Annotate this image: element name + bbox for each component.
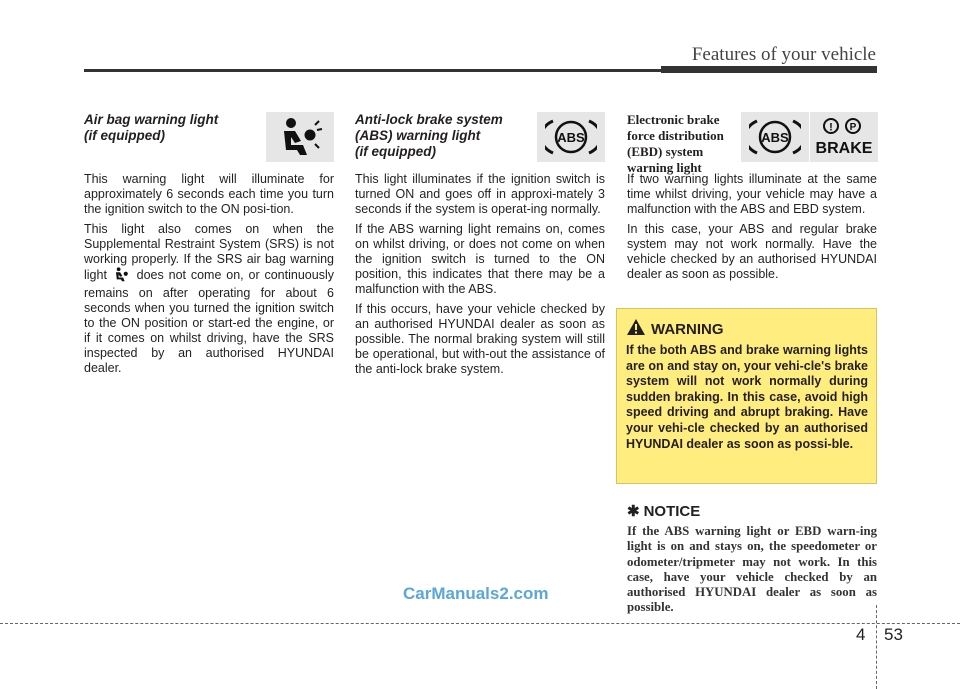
notice-heading	[627, 502, 700, 520]
page-header-title: Features of your vehicle	[691, 44, 876, 65]
ebd-paragraph-1: If two warning lights illuminate at the same time whilst driving, your vehicle may have a malfunction with the ABS and EBD system.	[627, 172, 877, 216]
svg-text:!: !	[829, 121, 833, 134]
abs-section	[355, 112, 605, 382]
abs-heading: Anti-lock brake system (ABS) warning light (if equipped)	[355, 112, 503, 159]
airbag-paragraph-2	[84, 222, 334, 376]
warning-box	[616, 308, 877, 484]
airbag-inline-icon	[112, 267, 132, 286]
abs-paragraph-3: If this occurs, have your vehicle checked by an authorised HYUNDAI dealer as soon as possible. The normal braking system will still be operational, but with-out the assistance of the anti-lock brake system.	[355, 302, 605, 376]
airbag-heading: Air bag warning light (if equipped)	[84, 112, 219, 143]
airbag-section	[84, 112, 334, 381]
watermark-link[interactable]: CarManuals2.com	[403, 584, 549, 603]
abs-warning-icon	[537, 112, 605, 162]
airbag-paragraph-1: This warning light will illuminate for approximately 6 seconds each time you turn the ignition switch to the ON posi-tion.	[84, 172, 334, 216]
ebd-abs-icon	[741, 112, 809, 162]
ebd-brake-icon-text: BRAKE	[815, 140, 873, 157]
notice-star-icon: ✱	[627, 503, 640, 520]
notice-title: NOTICE	[643, 502, 701, 520]
abs-paragraph-1: This light illuminates if the ignition switch is turned ON and goes off in approxi-mately 3 seconds if the system is operat-ing normally.	[355, 172, 605, 216]
chapter-number: 4	[856, 625, 866, 644]
airbag-paragraph-2b: does not come on, or continuously remains on after operating for about 6 seconds when you turned the ignition switch to the ON position or start-ed the engine, or if it comes on whilst driving, have the SRS inspected by an authorised HYUNDAI dealer.	[84, 268, 334, 375]
ebd-brake-icon	[810, 112, 878, 162]
abs-paragraph-2: If the ABS warning light remains on, comes on whilst driving, or does not come on when the ignition switch is turned to the ON position, this indicates that there may be a malfunction with the ABS.	[355, 222, 605, 296]
footer-divider	[876, 605, 877, 689]
header-rule	[84, 69, 661, 72]
abs-icon-text: ABS	[557, 130, 585, 145]
footer-rule	[0, 623, 960, 624]
page-number: 53	[884, 625, 903, 644]
warning-text: If the both ABS and brake warning lights are on and stay on, your vehi-cle's brake system will not work normally during sudden braking. In this case, avoid high speed driving and abrupt braking. Have your vehi-cle checked by an authorised HYUNDAI dealer as soon as possi-ble.	[626, 343, 868, 451]
ebd-heading: Electronic brake force distribution (EBD) system warning light	[627, 112, 724, 175]
notice-text: If the ABS warning light or EBD warn-ing light is on and stays on, the speedometer or odometer/tripmeter may not work. In this case, have your vehicle checked by an authorised HYUNDAI dealer as soon as possible.	[627, 524, 877, 615]
ebd-section	[627, 112, 877, 287]
ebd-p-icon-text: P	[849, 122, 857, 133]
ebd-abs-icon-text: ABS	[761, 130, 789, 145]
airbag-paragraph-2a: This light also comes on when the Supplemental Restraint System (SRS) is not working properly. If the SRS air bag warning light	[84, 222, 334, 282]
warning-title: WARNING	[651, 320, 724, 338]
warning-triangle-icon	[626, 318, 646, 341]
header-bar	[661, 66, 877, 73]
ebd-paragraph-2: In this case, your ABS and regular brake system may not work normally. Have the vehicle checked by an authorised HYUNDAI dealer as soon as possible.	[627, 222, 877, 281]
airbag-warning-icon	[266, 112, 334, 162]
